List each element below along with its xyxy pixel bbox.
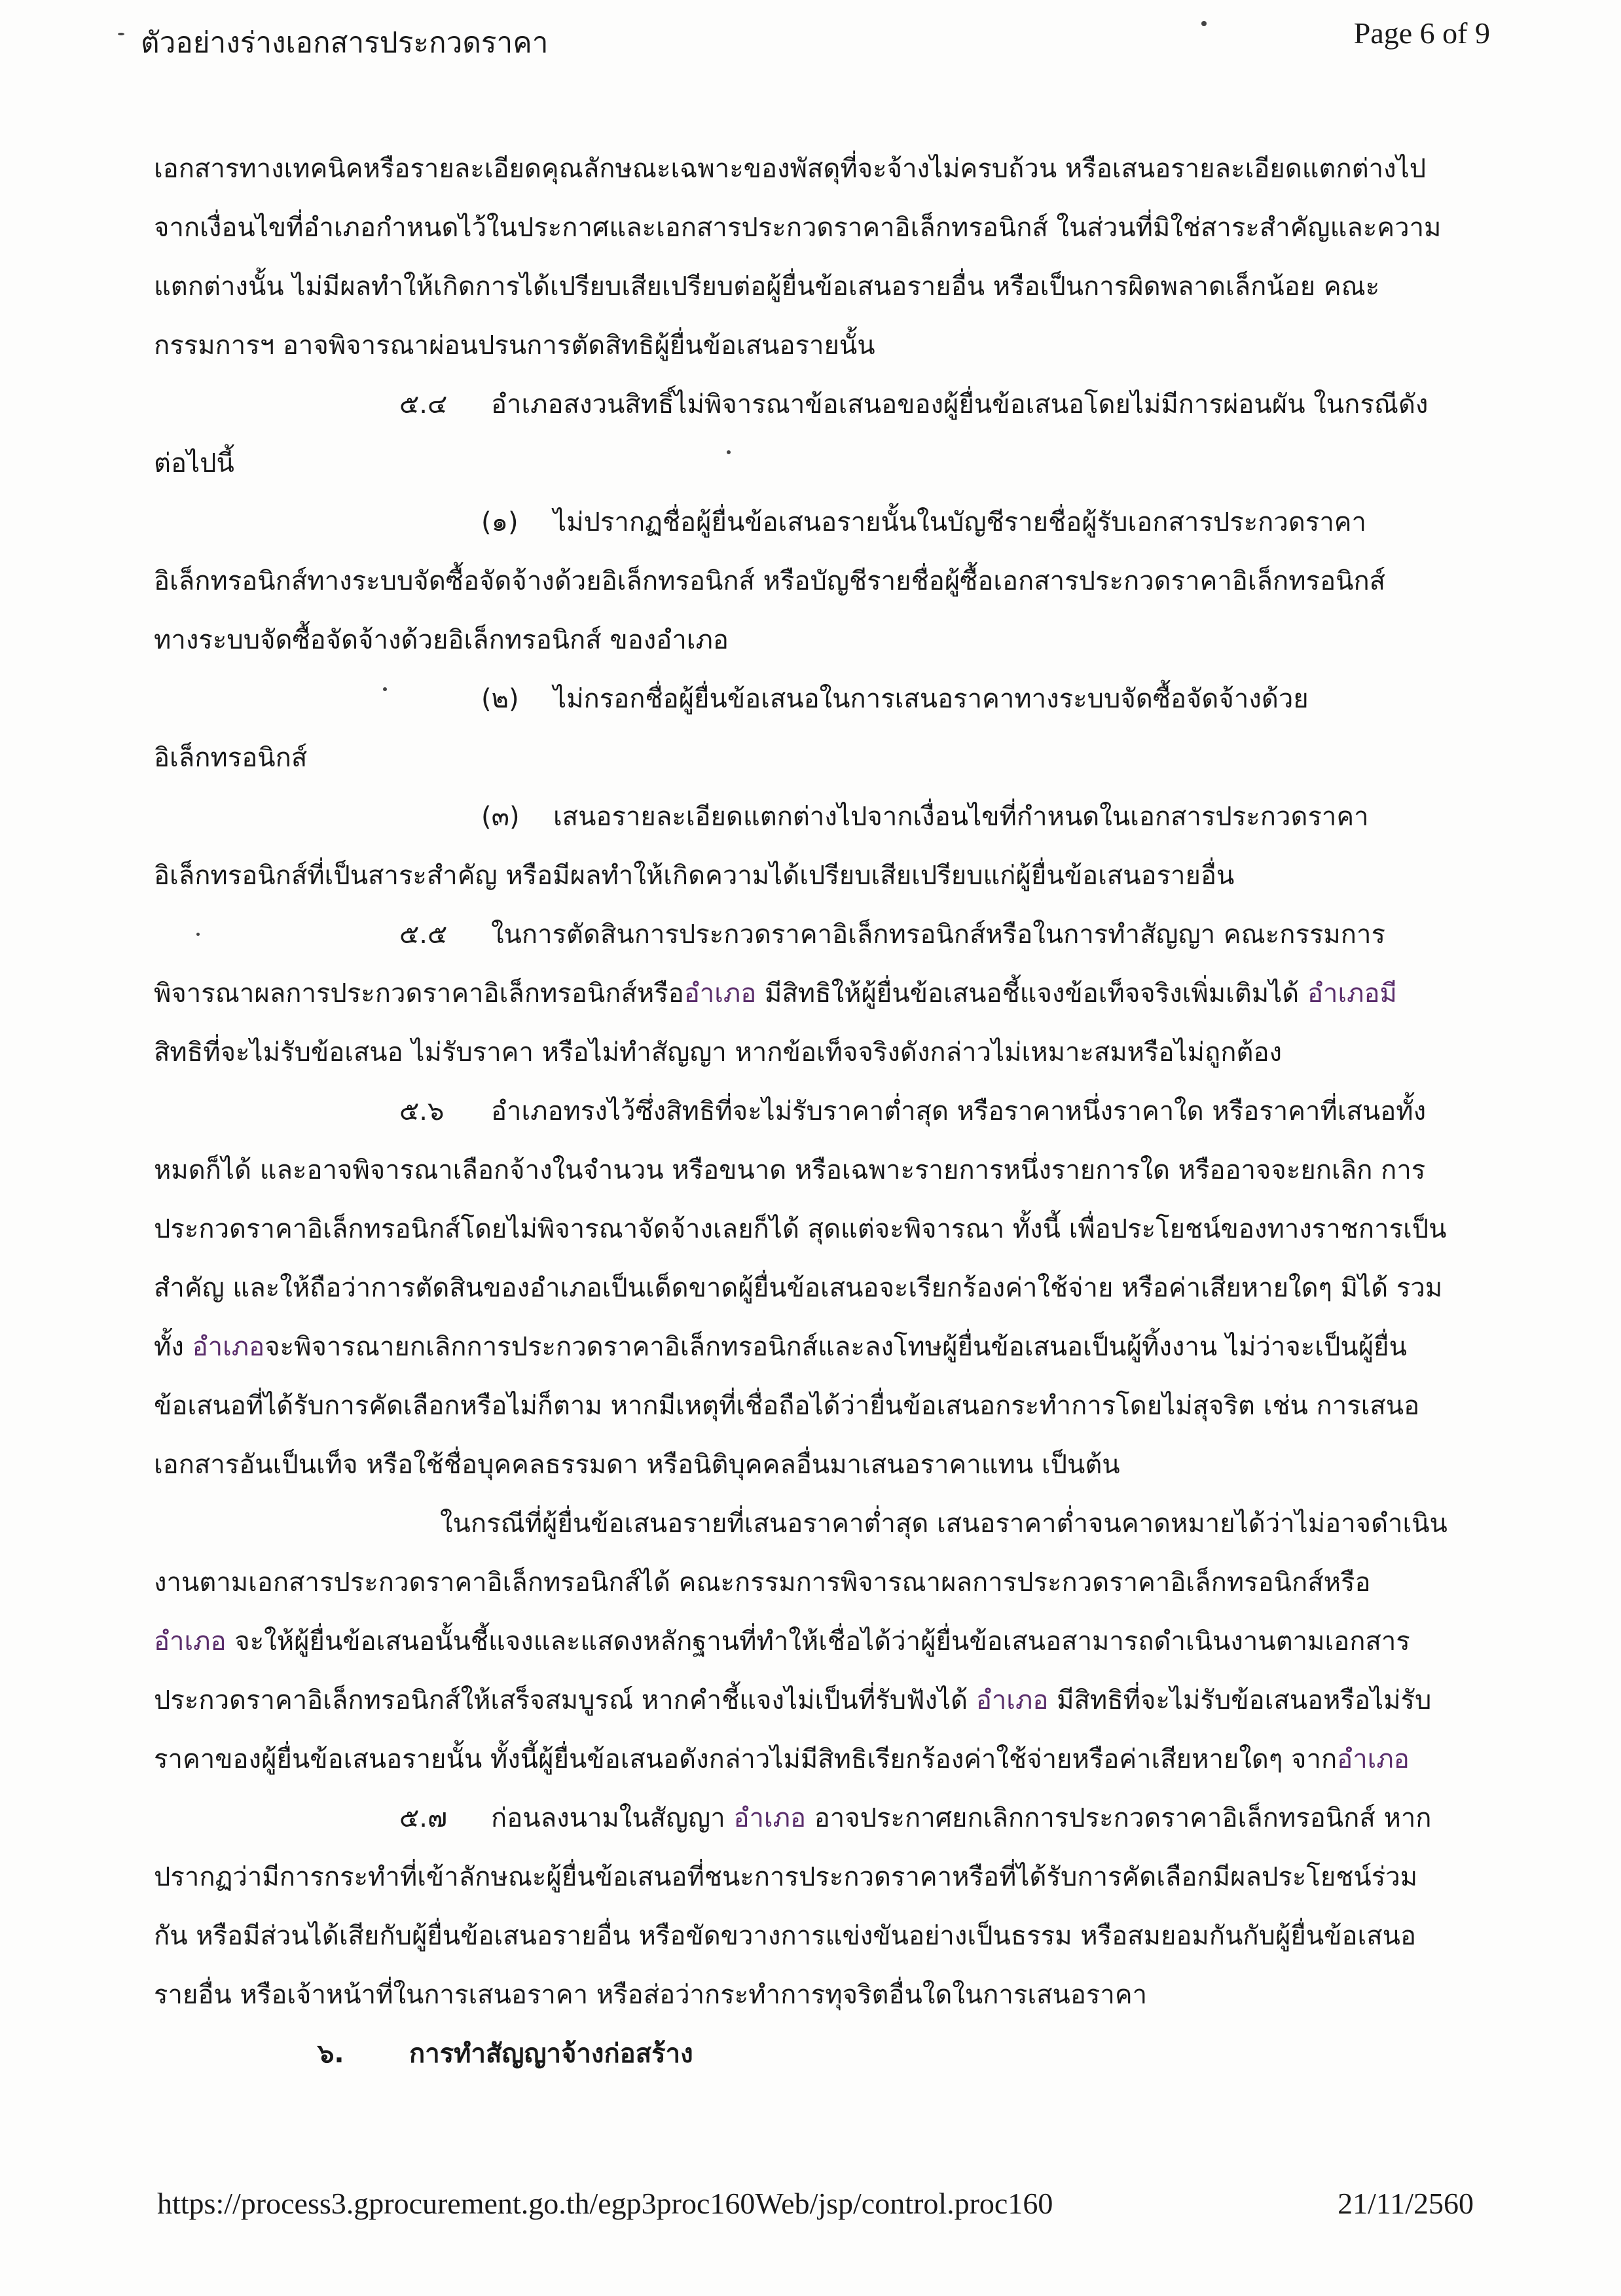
section-text: ในการตัดสินการประกวดราคาอิเล็กทรอนิกส์หรือในการทำสัญญา คณะกรรมการ (491, 920, 1385, 950)
section-number: ๖. (318, 2039, 344, 2069)
item-text: ไม่ปรากฏชื่อผู้ยื่นข้อเสนอรายนั้นในบัญชีรายชื่อผู้รับเอกสารประกวดราคา (553, 507, 1366, 537)
paragraph-line: ทางระบบจัดซื้อจัดจ้างด้วยอิเล็กทรอนิกส์ ของอำเภอ (154, 625, 729, 655)
paragraph-line: เอกสารอันเป็นเท็จ หรือใช้ชื่อบุคคลธรรมดา หรือนิติบุคคลอื่นมาเสนอราคาแทน เป็นต้น (154, 1450, 1120, 1480)
section-number: ๕.๕ (399, 920, 448, 950)
text-span: มีสิทธิที่จะไม่รับข้อเสนอหรือไม่รับ (1048, 1685, 1432, 1715)
paragraph-line: ปรากฏว่ามีการกระทำที่เข้าลักษณะผู้ยื่นข้อเสนอที่ชนะการประกวดราคาหรือที่ได้รับการคัดเลือกมีผลประโยชน์ร่วม (154, 1862, 1418, 1892)
paragraph-line: งานตามเอกสารประกวดราคาอิเล็กทรอนิกส์ได้ คณะกรรมการพิจารณาผลการประกวดราคาอิเล็กทรอนิกส์หรือ (154, 1568, 1371, 1598)
section-number: ๕.๖ (399, 1096, 445, 1126)
text-span: ราคาของผู้ยื่นข้อเสนอรายนั้น ทั้งนี้ผู้ยื่นข้อเสนอดังกล่าวไม่มีสิทธิเรียกร้องค่าใช้จ่ายหรือค่าเสียหายใดๆ จาก (154, 1744, 1338, 1774)
footer-url: https://process3.gprocurement.go.th/egp3proc160Web/jsp/control.proc160 (157, 2187, 1053, 2220)
text-span: ก่อนลงนามในสัญญา (491, 1803, 734, 1833)
paragraph-line: อิเล็กทรอนิกส์ทางระบบจัดซื้อจัดจ้างด้วยอิเล็กทรอนิกส์ หรือบัญชีรายชื่อผู้ซื้อเอกสารประกวดราคาอิเล็กทรอนิกส์ (154, 566, 1386, 596)
text-span: อำเภอ (1337, 1744, 1410, 1774)
paragraph-line: แตกต่างนั้น ไม่มีผลทำให้เกิดการได้เปรียบเสียเปรียบต่อผู้ยื่นข้อเสนอรายอื่น หรือเป็นการผิดพลาดเล็กน้อย คณะ (154, 272, 1380, 302)
paragraph-line (154, 1334, 1407, 1360)
paragraph-line: ข้อเสนอที่ได้รับการคัดเลือกหรือไม่ก็ตาม หากมีเหตุที่เชื่อถือได้ว่ายื่นข้อเสนอกระทำการโดยไม่สุจริต เช่น การเสนอ (154, 1391, 1420, 1421)
paragraph-line (154, 1687, 1431, 1713)
item-3-line (481, 804, 1369, 830)
text-span: มีสิทธิให้ผู้ยื่นข้อเสนอชี้แจงข้อเท็จจริงเพิ่มเติมได้ (756, 978, 1307, 1009)
section-text: อำเภอทรงไว้ซึ่งสิทธิที่จะไม่รับราคาต่ำสุด หรือราคาหนึ่งราคาใด หรือราคาที่เสนอทั้ง (491, 1096, 1427, 1126)
paragraph-line (154, 1628, 1410, 1655)
paragraph-line: หมดก็ได้ และอาจพิจารณาเลือกจ้างในจำนวน หรือขนาด หรือเฉพาะรายการหนึ่งรายการใด หรืออาจจะยกเลิก การ (154, 1155, 1426, 1185)
page-number: Page 6 of 9 (1353, 16, 1490, 50)
text-span: อำเภอมี (1307, 978, 1397, 1009)
paragraph-line: จากเงื่อนไขที่อำเภอกำหนดไว้ในประกาศและเอกสารประกวดราคาอิเล็กทรอนิกส์ ในส่วนที่มิใช่สาระสำคัญและความ (154, 213, 1442, 243)
scan-speck (1201, 21, 1207, 26)
section-6-heading (318, 2041, 693, 2067)
paragraph-line: ในกรณีที่ผู้ยื่นข้อเสนอรายที่เสนอราคาต่ำสุด เสนอราคาต่ำจนคาดหมายได้ว่าไม่อาจดำเนิน (440, 1509, 1448, 1539)
text-span: ประกวดราคาอิเล็กทรอนิกส์ให้เสร็จสมบูรณ์ หากคำชี้แจงไม่เป็นที่รับฟังได้ (154, 1685, 976, 1715)
text-span: จะพิจารณายกเลิกการประกวดราคาอิเล็กทรอนิกส์และลงโทษผู้ยื่นข้อเสนอเป็นผู้ทิ้งงาน ไม่ว่าจะเป็นผู้ยื่น (264, 1332, 1407, 1362)
section-number: ๕.๔ (399, 389, 448, 420)
section-5-7-line (399, 1805, 1432, 1831)
item-number: (๓) (481, 802, 520, 832)
header-title: ตัวอย่างร่างเอกสารประกวดราคา (141, 26, 549, 60)
scan-speck (727, 450, 731, 454)
paragraph-line: กรรมการฯ อาจพิจารณาผ่อนปรนการตัดสิทธิผู้ยื่นข้อเสนอรายนั้น (154, 331, 875, 361)
item-number: (๑) (481, 507, 519, 537)
text-span: อำเภอ (154, 1626, 227, 1657)
item-text: เสนอรายละเอียดแตกต่างไปจากเงื่อนไขที่กำหนดในเอกสารประกวดราคา (553, 802, 1369, 832)
text-span: อำเภอ (733, 1803, 806, 1833)
section-text: อำเภอสงวนสิทธิ์ไม่พิจารณาข้อเสนอของผู้ยื่นข้อเสนอโดยไม่มีการผ่อนผัน ในกรณีดัง (491, 389, 1429, 420)
section-5-6-line (399, 1098, 1426, 1124)
scan-speck (383, 687, 387, 691)
paragraph-line: สิทธิที่จะไม่รับข้อเสนอ ไม่รับราคา หรือไม่ทำสัญญา หากข้อเท็จจริงดังกล่าวไม่เหมาะสมหรือไม่ถูกต้อง (154, 1037, 1283, 1067)
text-span: อาจประกาศยกเลิกการประกวดราคาอิเล็กทรอนิกส์ หาก (805, 1803, 1432, 1833)
paragraph-line: สำคัญ และให้ถือว่าการตัดสินของอำเภอเป็นเด็ดขาดผู้ยื่นข้อเสนอจะเรียกร้องค่าใช้จ่าย หรือค่าเสียหายใดๆ มิได้ รวม (154, 1273, 1443, 1303)
paragraph-line (154, 980, 1397, 1007)
text-span: อำเภอ (192, 1332, 265, 1362)
paragraph-line: รายอื่น หรือเจ้าหน้าที่ในการเสนอราคา หรือส่อว่ากระทำการทุจริตอื่นใดในการเสนอราคา (154, 1980, 1148, 2010)
item-text: ไม่กรอกชื่อผู้ยื่นข้อเสนอในการเสนอราคาทางระบบจัดซื้อจัดจ้างด้วย (553, 684, 1309, 714)
section-5-5-line (399, 922, 1385, 948)
paragraph-line: ต่อไปนี้ (154, 448, 234, 478)
item-1-line (481, 509, 1366, 535)
paragraph-line: กัน หรือมีส่วนได้เสียกับผู้ยื่นข้อเสนอรายอื่น หรือขัดขวางการแข่งขันอย่างเป็นธรรม หรือสมยอมกันกับผู้ยื่นข้อเสนอ (154, 1921, 1416, 1951)
footer-date: 21/11/2560 (1338, 2187, 1474, 2220)
section-title: การทำสัญญาจ้างก่อสร้าง (409, 2039, 693, 2069)
text-span: ทั้ง (154, 1332, 192, 1362)
paragraph-line: เอกสารทางเทคนิคหรือรายละเอียดคุณลักษณะเฉพาะของพัสดุที่จะจ้างไม่ครบถ้วน หรือเสนอรายละเอียดแตกต่างไป (154, 154, 1427, 184)
paragraph-line: ประกวดราคาอิเล็กทรอนิกส์โดยไม่พิจารณาจัดจ้างเลยก็ได้ สุดแต่จะพิจารณา ทั้งนี้ เพื่อประโยชน์ของทางราชการเป็น (154, 1214, 1447, 1244)
text-span: จะให้ผู้ยื่นข้อเสนอนั้นชี้แจงและแสดงหลักฐานที่ทำให้เชื่อได้ว่าผู้ยื่นข้อเสนอสามารถดำเนินงานตามเอกสาร (226, 1626, 1410, 1657)
text-span: อำเภอ (975, 1685, 1049, 1715)
paragraph-line: อิเล็กทรอนิกส์ที่เป็นสาระสำคัญ หรือมีผลทำให้เกิดความได้เปรียบเสียเปรียบแก่ผู้ยื่นข้อเสนอรายอื่น (154, 861, 1235, 891)
section-5-4-line (399, 391, 1428, 418)
section-number: ๕.๗ (399, 1803, 448, 1833)
item-number: (๒) (481, 684, 519, 714)
paragraph-line: อิเล็กทรอนิกส์ (154, 743, 308, 773)
item-2-line (481, 686, 1309, 712)
paragraph-line (154, 1746, 1410, 1772)
scan-speck (118, 33, 124, 35)
text-span: อำเภอ (683, 978, 757, 1009)
scan-speck (196, 933, 200, 936)
text-span: พิจารณาผลการประกวดราคาอิเล็กทรอนิกส์หรือ (154, 978, 684, 1009)
